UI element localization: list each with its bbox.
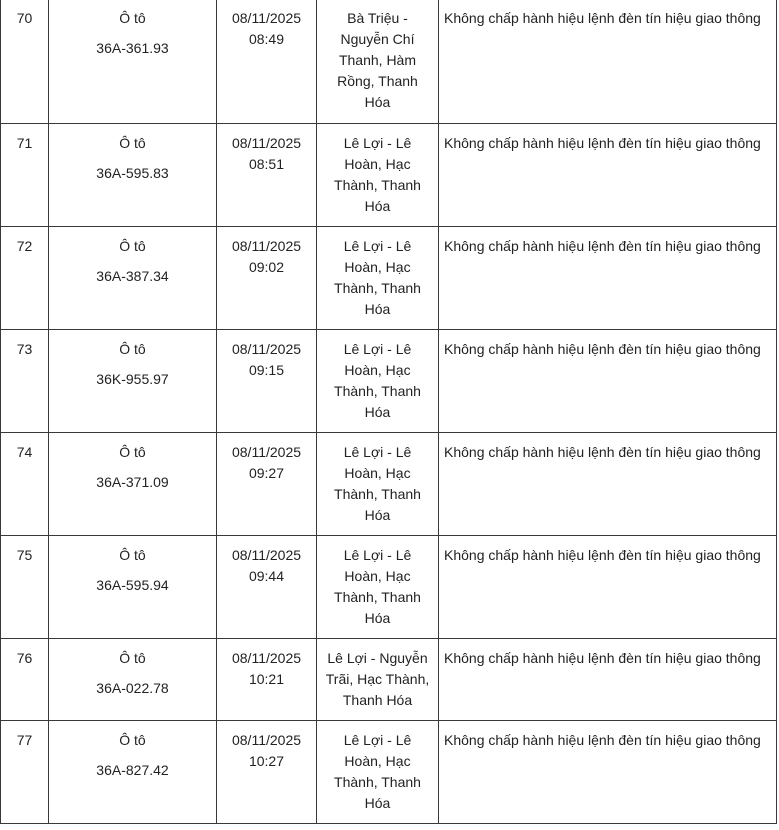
location-line: Hoàn, Hạc [344,753,411,769]
license-plate: 36A-387.34 [96,268,169,284]
violation-date: 08/11/2025 [231,444,302,460]
vehicle-cell [49,124,217,227]
license-plate: 36A-827.42 [96,762,169,778]
table-row [1,227,777,330]
datetime-cell [217,124,317,227]
violation-description: Không chấp hành hiệu lệnh đèn tín hiệu giao thông [439,721,777,824]
location-line: Thành, Thanh [334,589,421,605]
location-cell [317,433,439,536]
vehicle-type: Ô tô [119,547,146,563]
violation-time: 08:51 [248,156,285,172]
location-line: Lê Lợi - Lê [343,238,412,254]
table-row [1,721,777,824]
violation-description: Không chấp hành hiệu lệnh đèn tín hiệu giao thông [439,124,777,227]
violation-description: Không chấp hành hiệu lệnh đèn tín hiệu giao thông [439,536,777,639]
vehicle-type: Ô tô [119,135,146,151]
violation-time: 09:44 [248,568,285,584]
table-row [1,330,777,433]
vehicle-type: Ô tô [119,10,146,26]
location-line: Trãi, Hạc Thành, [325,671,430,687]
location-line: Thành, Thanh [334,486,421,502]
location-cell [317,721,439,824]
violation-description: Không chấp hành hiệu lệnh đèn tín hiệu giao thông [439,0,777,124]
vehicle-type: Ô tô [119,732,146,748]
location-line: Hóa [364,610,391,626]
violation-date: 08/11/2025 [231,135,302,151]
row-index: 74 [1,433,49,536]
location-line: Thành, Thanh [334,774,421,790]
license-plate: 36A-595.83 [96,165,169,181]
violation-time: 10:21 [248,671,285,687]
row-index: 77 [1,721,49,824]
datetime-cell [217,433,317,536]
license-plate: 36A-022.78 [96,680,169,696]
location-line: Thành, Thanh [334,177,421,193]
location-cell [317,536,439,639]
row-index: 73 [1,330,49,433]
location-line: Lê Lợi - Lê [343,732,412,748]
location-line: Lê Lợi - Nguyễn [327,650,428,666]
license-plate: 36K-955.97 [96,371,169,387]
violation-time: 09:15 [248,362,285,378]
datetime-cell [217,227,317,330]
violation-description: Không chấp hành hiệu lệnh đèn tín hiệu giao thông [439,330,777,433]
datetime-cell [217,721,317,824]
violation-time: 08:49 [248,31,285,47]
vehicle-type: Ô tô [119,650,146,666]
location-line: Hóa [364,507,391,523]
license-plate: 36A-361.93 [96,40,169,56]
violation-date: 08/11/2025 [231,650,302,666]
location-line: Hoàn, Hạc [344,156,411,172]
row-index: 71 [1,124,49,227]
datetime-cell [217,0,317,124]
violation-date: 08/11/2025 [231,547,302,563]
violation-description: Không chấp hành hiệu lệnh đèn tín hiệu giao thông [439,639,777,721]
violation-description: Không chấp hành hiệu lệnh đèn tín hiệu giao thông [439,227,777,330]
location-line: Hoàn, Hạc [344,465,411,481]
row-index: 76 [1,639,49,721]
table-row [1,433,777,536]
vehicle-cell [49,330,217,433]
location-line: Hóa [364,795,391,811]
location-cell [317,124,439,227]
location-line: Thành, Thanh [334,280,421,296]
datetime-cell [217,639,317,721]
row-index: 70 [1,0,49,124]
table-row [1,0,777,124]
location-cell [317,0,439,124]
vehicle-type: Ô tô [119,444,146,460]
location-line: Lê Lợi - Lê [343,444,412,460]
location-line: Hóa [364,94,391,110]
row-index: 75 [1,536,49,639]
location-line: Hóa [364,198,391,214]
license-plate: 36A-371.09 [96,474,169,490]
vehicle-type: Ô tô [119,341,146,357]
location-cell [317,330,439,433]
license-plate: 36A-595.94 [96,577,169,593]
vehicle-cell [49,639,217,721]
table-row [1,124,777,227]
location-line: Lê Lợi - Lê [343,341,412,357]
location-line: Hoàn, Hạc [344,259,411,275]
location-line: Hóa [364,404,391,420]
violation-time: 10:27 [248,753,285,769]
location-line: Lê Lợi - Lê [343,135,412,151]
vehicle-type: Ô tô [119,238,146,254]
datetime-cell [217,330,317,433]
table-row [1,639,777,721]
location-line: Hoàn, Hạc [344,362,411,378]
violation-date: 08/11/2025 [231,341,302,357]
violation-time: 09:27 [248,465,285,481]
location-line: Hoàn, Hạc [344,568,411,584]
vehicle-cell [49,0,217,124]
violation-time: 09:02 [248,259,285,275]
location-line: Lê Lợi - Lê [343,547,412,563]
location-line: Thành, Thanh [334,383,421,399]
violation-date: 08/11/2025 [231,732,302,748]
location-line: Nguyễn Chí [340,31,415,47]
vehicle-cell [49,227,217,330]
row-index: 72 [1,227,49,330]
datetime-cell [217,536,317,639]
table-row [1,536,777,639]
location-cell [317,227,439,330]
location-line: Hóa [364,301,391,317]
violation-date: 08/11/2025 [231,238,302,254]
vehicle-cell [49,433,217,536]
location-cell [317,639,439,721]
violation-description: Không chấp hành hiệu lệnh đèn tín hiệu giao thông [439,433,777,536]
location-line: Rồng, Thanh [337,73,418,89]
location-line: Bà Triệu - [347,10,408,26]
violation-date: 08/11/2025 [231,10,302,26]
location-line: Thanh, Hàm [338,52,417,68]
vehicle-cell [49,536,217,639]
location-line: Thanh Hóa [342,692,413,708]
vehicle-cell [49,721,217,824]
